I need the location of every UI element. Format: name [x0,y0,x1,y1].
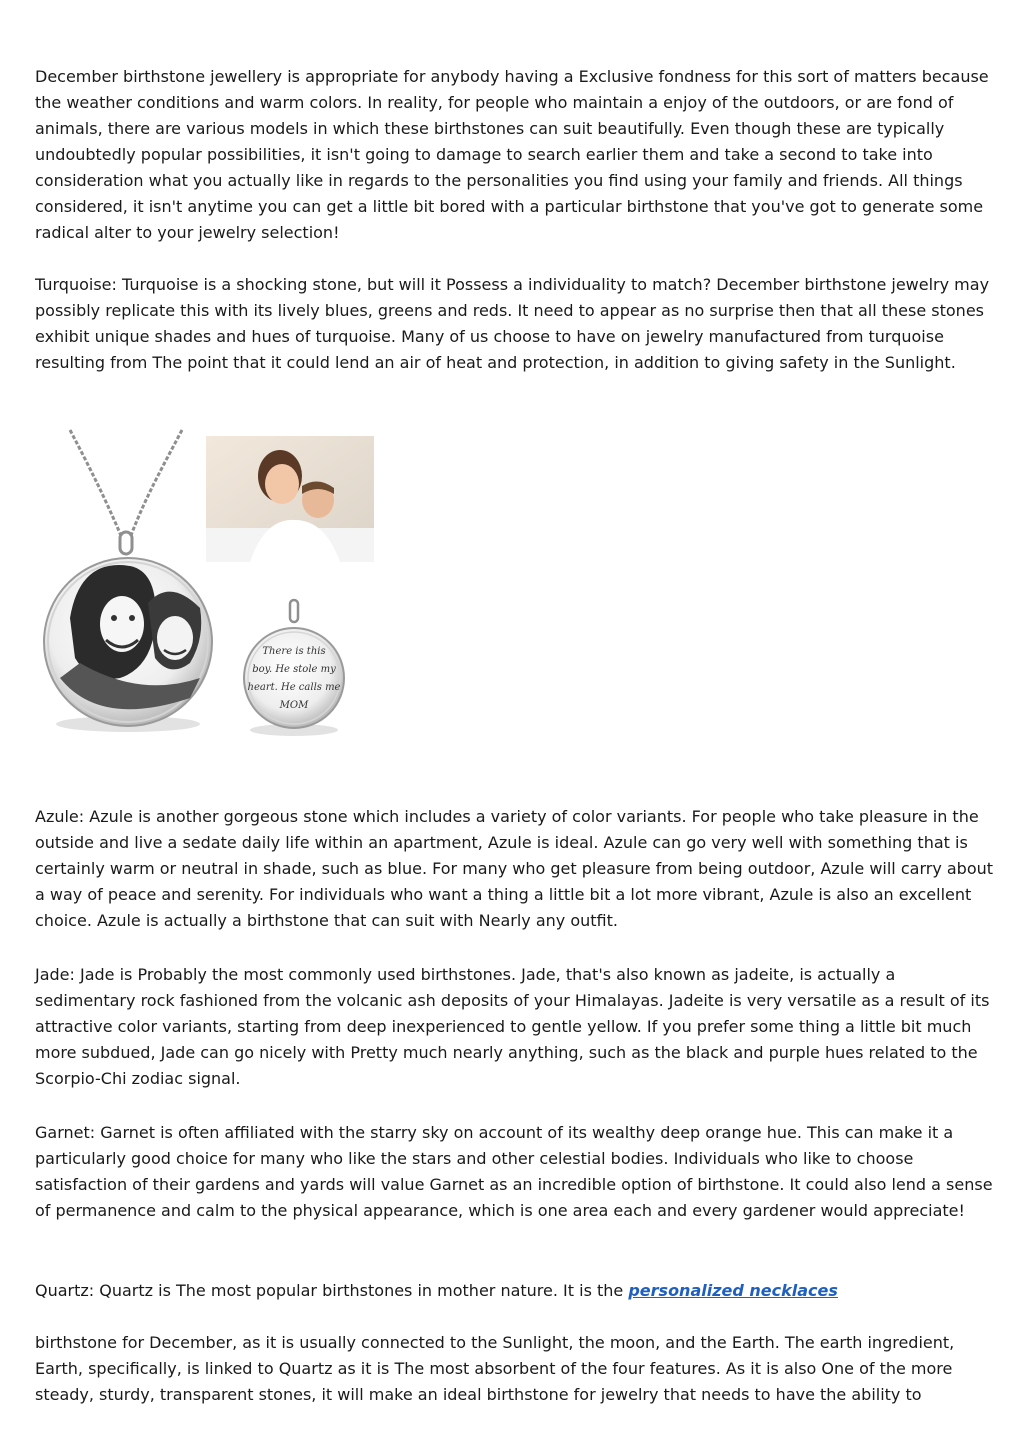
chain-icon [70,430,182,538]
large-pendant [44,558,212,732]
paragraph-quartz [35,1278,995,1304]
paragraph-quartz-continued: birthstone for December, as it is usually connected to the Sunlight, the moon, and the Earth. The earth ingredient, Earth, specifically, is linked to Quartz as it is The most absorbent of the four features. As it is also One of the more steady, sturdy, transparent stones, it will make an ideal birthstone for jewelry that needs to have the ability to [35,1333,955,1404]
engraving-line-1: There is this [262,646,326,657]
necklace-product-image [40,428,380,748]
paragraph-turquoise: Turquoise: Turquoise is a shocking stone, but will it Possess a individuality to match? December birthstone jewelry may possibly replicate this with its lively blues, greens and reds. It need to appear as no surprise then that all these stones exhibit unique shades and hues of turquoise. Many of us choose to have on jewelry manufactured from turquoise resulting from The point that it could lend an air of heat and protection, in addition to giving safety in the Sunlight. [35,275,990,372]
paragraph-intro: December birthstone jewellery is appropriate for anybody having a Exclusive fondness for this sort of matters because the weather conditions and warm colors. In reality, for people who maintain a enjoy of the outdoors, or are fond of animals, there are various models in which these birthstones can suit beautifully. Even though these are typically undoubtedly popular possibilities, it isn't going to damage to search earlier them and take a second to take into consideration what you actually like in regards to the personalities you find using your family and friends. All things considered, it isn't anytime you can get a little bit bored with a particular birthstone that you've got to generate some radical alter to your jewelry selection! [35,67,989,242]
personalized-necklaces-link[interactable]: personalized necklaces [628,1281,838,1300]
engraving-line-2: boy. He stole my [252,664,336,675]
paragraph-azule: Azule: Azule is another gorgeous stone which includes a variety of color variants. For people who take pleasure in the outside and live a sedate daily life within an apartment, Azule is ideal. Azule can go very well with something that is certainly warm or neutral in shade, such as blue. For many who get pleasure from being outdoor, Azule will carry about a way of peace and serenity. For individuals who want a thing a little bit a lot more vibrant, Azule is also an excellent choice. Azule is actually a birthstone that can suit with Nearly any outfit. [35,807,994,930]
engraving-line-3: heart. He calls me [247,682,341,693]
quartz-text: Quartz: Quartz is The most popular birthstones in mother nature. It is the [35,1281,629,1300]
paragraph-garnet: Garnet: Garnet is often affiliated with the starry sky on account of its wealthy deep orange hue. This can make it a particularly good choice for many who like the stars and other celestial bodies. Individuals who like to choose satisfaction of their gardens and yards will value Garnet as an incredible option of birthstone. It could also lend a sense of permanence and calm to the physical appearance, which is one area each and every gardener would appreciate! [35,1123,993,1220]
paragraph-jade: Jade: Jade is Probably the most commonly used birthstones. Jade, that's also known as jadeite, is actually a sedimentary rock fashioned from the volcanic ash deposits of your Himalayas. Jadeite is very versatile as a result of its attractive color variants, starting from deep inexperienced to gentle yellow. If you prefer some thing a little bit much more subdued, Jade can go nicely with Pretty much nearly anything, such as the black and purple hues related to the Scorpio-Chi zodiac signal. [35,965,990,1088]
engraving-line-4: MOM [279,700,309,711]
small-pendant [244,600,344,736]
family-photo [206,436,374,562]
